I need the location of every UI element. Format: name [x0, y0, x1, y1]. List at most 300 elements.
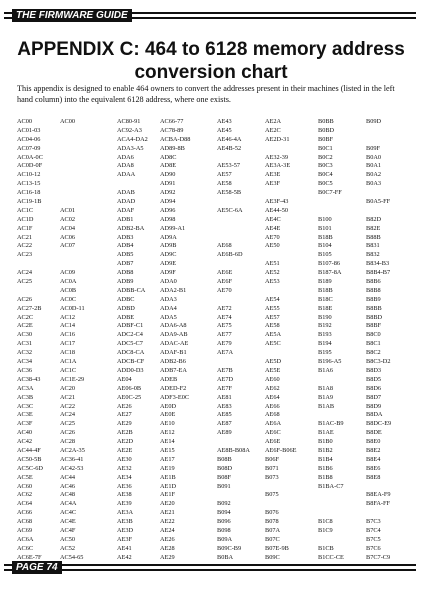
table-cell: AE29 [160, 553, 175, 561]
table-cell: AC52 [60, 544, 76, 552]
table-cell [265, 189, 297, 198]
table-cell [60, 127, 85, 136]
table-cell: AE6B-6D [217, 251, 243, 259]
table-cell: AC44 [60, 473, 76, 481]
table-cell: ADAF-B1 [160, 349, 187, 357]
table-cell: AC02 [60, 215, 76, 223]
table-cell: B075 [265, 491, 279, 499]
section-title: THE FIRMWARE GUIDE [12, 9, 132, 22]
table-cell: AE34 [117, 473, 132, 481]
table-cell: ADA9-AB [160, 331, 188, 339]
table-cell: AD8C [160, 153, 177, 161]
table-cell: B8E2 [366, 446, 381, 454]
table-cell: AE5C-6A [217, 206, 243, 214]
table-cell: B82D [366, 215, 382, 223]
table-cell: AE4B-52 [217, 144, 242, 152]
table-cell: B8E0 [366, 438, 381, 446]
page-title [0, 38, 422, 84]
table-cell: AC25 [17, 278, 33, 286]
table-cell: B09C-B9 [217, 544, 242, 552]
table-cell: ADAC-AE [160, 340, 189, 348]
table-cell: ADB2-B6 [160, 358, 186, 366]
table-cell [217, 216, 250, 225]
table-cell: ADA2-B1 [160, 286, 187, 294]
table-cell: ADB7-EA [160, 366, 187, 374]
table-cell: AE3D [117, 526, 134, 534]
table-cell: AE72 [217, 304, 232, 312]
table-cell: AE81 [217, 393, 232, 401]
table-cell: B195 [318, 349, 332, 357]
table-cell [318, 536, 344, 545]
table-cell: B1C9 [318, 526, 333, 534]
table-cell: AE83 [217, 402, 232, 410]
table-cell: AE2C [265, 126, 281, 134]
table-cell: B0BF [318, 135, 334, 143]
table-cell: AE26 [117, 402, 132, 410]
table-cell: AC1F [17, 224, 33, 232]
table-cell: AE1B [160, 473, 176, 481]
table-cell [117, 180, 148, 189]
table-cell: AC6A [17, 535, 34, 543]
table-cell: AE55 [265, 304, 280, 312]
table-cell: ADEB [160, 375, 178, 383]
table-cell: ADBD [117, 304, 135, 312]
table-cell: AE57 [265, 313, 280, 321]
table-cell: AC3E [17, 411, 33, 419]
table-cell: B18E [318, 304, 333, 312]
table-cell: B8B8 [366, 286, 381, 294]
table-cell: AC01 [60, 206, 76, 214]
table-cell: ADC8-CA [117, 349, 145, 357]
table-cell: B8D6 [366, 384, 382, 392]
table-cell: AC78-89 [160, 126, 184, 134]
table-cell: B0C2 [318, 153, 333, 161]
table-cell: AC3C [17, 402, 34, 410]
table-cell: AE38 [117, 491, 132, 499]
table-cell: AC64 [17, 500, 33, 508]
table-cell: B82E [366, 224, 381, 232]
table-cell: AE20 [160, 500, 175, 508]
table-cell: B1B0 [318, 438, 333, 446]
table-cell: B1A6 [318, 366, 334, 374]
table-cell: AE4E [265, 224, 281, 232]
table-cell: B071 [265, 464, 279, 472]
table-cell: AD96 [160, 206, 176, 214]
table-cell: B08B [217, 455, 232, 463]
table-cell: AE0D [160, 402, 177, 410]
table-cell: AC42-53 [60, 464, 84, 472]
table-cell: AE87 [217, 420, 232, 428]
table-cell [60, 145, 85, 154]
table-cell: AC50 [60, 535, 76, 543]
table-cell: B8DA [366, 411, 383, 419]
table-cell: B1C8 [318, 518, 333, 526]
table-cell: ADBB-CA [117, 286, 146, 294]
table-cell: AE0E [160, 411, 176, 419]
table-cell: B104 [318, 242, 332, 250]
table-cell: B190 [318, 313, 332, 321]
table-cell: AE75 [217, 322, 232, 330]
table-cell: ADA6-A8 [160, 322, 187, 330]
table-cell: B196-A5 [318, 358, 342, 366]
table-cell [217, 154, 250, 163]
table-cell: B07C [265, 535, 280, 543]
table-cell: AE6A [265, 420, 282, 428]
table-cell: AC30 [17, 331, 33, 339]
column-6128-group-1 [60, 118, 85, 563]
table-cell: AC2E [17, 322, 33, 330]
table-cell [265, 287, 297, 296]
table-cell: B192 [318, 322, 332, 330]
table-cell [60, 136, 85, 145]
table-cell: AC1C [17, 206, 34, 214]
table-cell [60, 171, 85, 180]
table-cell: AC4E [60, 518, 76, 526]
table-cell: B0C7-FF [318, 189, 342, 197]
table-cell: B100 [318, 215, 332, 223]
table-cell: AC32 [17, 349, 33, 357]
table-cell: AE10 [160, 420, 175, 428]
table-cell: AE6F [217, 278, 233, 286]
table-cell: B194 [318, 340, 332, 348]
table-cell: B0C3 [318, 162, 333, 170]
intro-paragraph: This appendix is designed to enable 464 owners to convert the addresses present in their machines (listed in the left hand column) into the equivalent 6128 address, where one exists. [17, 84, 395, 104]
table-cell [17, 260, 43, 269]
table-cell: AE3E [265, 171, 281, 179]
table-cell: AC38-43 [17, 375, 41, 383]
table-cell: AE2A [265, 118, 282, 125]
table-cell: AE32 [117, 464, 132, 472]
table-cell: AE5E [265, 366, 281, 374]
table-cell: AC68 [17, 518, 33, 526]
table-cell: AE54 [265, 295, 280, 303]
table-cell: AC1A [60, 358, 77, 366]
table-cell: AC34 [17, 358, 33, 366]
table-cell: AC40 [17, 429, 33, 437]
table-cell: B1AC-B9 [318, 420, 344, 428]
table-cell [366, 189, 391, 198]
table-cell: AC24 [17, 269, 33, 277]
table-cell: ADBF-C1 [117, 322, 144, 330]
table-cell: AC10-12 [17, 171, 41, 179]
table-cell: AC19-1B [17, 198, 42, 206]
table-cell: AC36 [17, 366, 33, 374]
table-cell: B7C4 [366, 526, 381, 534]
table-cell: AC24 [60, 411, 76, 419]
table-cell: AC4F [60, 526, 76, 534]
table-cell: AE74 [217, 313, 232, 321]
table-cell [60, 189, 85, 198]
table-cell: ADBE [117, 313, 135, 321]
table-cell [60, 260, 85, 269]
column-464-group-4 [318, 118, 344, 563]
table-cell: AC4C [60, 509, 77, 517]
table-cell: B8DE [366, 429, 382, 437]
table-cell: B18B [318, 233, 333, 241]
table-cell: B09A [217, 535, 233, 543]
table-cell: AE21 [160, 509, 175, 517]
table-cell: AE77 [217, 331, 232, 339]
table-cell: AE3F [117, 535, 133, 543]
table-cell: B832 [366, 251, 380, 259]
table-cell: B0BB [318, 118, 334, 125]
table-cell: AE5A [265, 331, 282, 339]
footer-band [4, 561, 416, 574]
table-cell: AC42 [17, 438, 33, 446]
page-title-line-1: APPENDIX C: 464 to 6128 memory address [17, 39, 405, 60]
table-cell: ADAA [117, 171, 136, 179]
table-cell: AE79 [217, 340, 232, 348]
table-cell: ADC5-C7 [117, 340, 143, 348]
table-cell: AC04 [60, 224, 76, 232]
table-cell: B7C7-C9 [366, 553, 391, 561]
table-cell: AD9B [160, 242, 177, 250]
table-cell: AC60 [17, 482, 33, 490]
table-cell: AC2C [17, 313, 34, 321]
table-cell: B1A9 [318, 393, 334, 401]
table-cell: ACBA-D88 [160, 135, 191, 143]
table-cell: ADA8 [117, 162, 134, 170]
table-cell: B0BA [217, 553, 234, 561]
table-cell: ADCB-CF [117, 358, 145, 366]
table-cell: B8C3-D2 [366, 358, 391, 366]
table-cell: AC00 [60, 118, 76, 125]
table-cell: AC54-65 [60, 553, 84, 561]
table-cell: B078 [265, 518, 279, 526]
table-cell: AC0C [60, 295, 77, 303]
table-cell: AC01-03 [17, 126, 41, 134]
table-cell: AE52 [265, 269, 280, 277]
table-cell: ADBC [117, 295, 135, 303]
table-cell: AE58 [265, 322, 280, 330]
table-cell: B8DC-E9 [366, 420, 392, 428]
table-cell: AE2D [117, 438, 134, 446]
table-cell: AC18 [60, 349, 76, 357]
table-cell: B834-B3 [366, 260, 390, 268]
table-cell: AE1F [160, 491, 176, 499]
column-464-group-1 [17, 118, 43, 563]
table-cell: AC28 [60, 438, 76, 446]
table-cell: B09D [366, 118, 382, 125]
table-cell: AC0A [60, 278, 77, 286]
table-cell [217, 260, 250, 269]
table-cell: B0C5 [318, 180, 333, 188]
table-cell: AC3A [17, 384, 34, 392]
table-cell [318, 509, 344, 518]
table-cell [17, 287, 43, 296]
table-cell: AE3A [117, 509, 134, 517]
table-cell: B8B6 [366, 278, 381, 286]
table-cell: AC62 [17, 491, 33, 499]
table-cell: AC21 [17, 233, 33, 241]
table-cell: AC27-2B [17, 304, 42, 312]
table-cell: AC6E-7F [17, 553, 42, 561]
table-cell [318, 198, 344, 207]
table-cell: AE3A-3E [265, 162, 291, 170]
table-cell: AE2B [117, 429, 133, 437]
table-cell: AC22 [60, 402, 76, 410]
table-cell: AC6C [17, 544, 34, 552]
table-cell: B8D5 [366, 375, 382, 383]
table-cell: B0A0 [366, 153, 382, 161]
table-cell: ADA0 [160, 278, 177, 286]
table-cell [217, 225, 250, 234]
table-cell: AC12 [60, 313, 76, 321]
table-cell: AC80-91 [117, 118, 141, 125]
table-cell: B8E6 [366, 464, 381, 472]
table-cell: B8D7 [366, 393, 382, 401]
table-cell: B107-86 [318, 260, 341, 268]
table-cell: AE70 [217, 286, 232, 294]
table-cell: B193 [318, 331, 332, 339]
table-cell: AC17 [60, 340, 76, 348]
table-cell: AC16-18 [17, 189, 41, 197]
table-cell: AC5C-6D [17, 464, 43, 472]
table-cell: AE17 [160, 455, 175, 463]
table-cell: B09F [366, 144, 380, 152]
table-cell: AC26 [17, 295, 33, 303]
table-cell: ADF3-E0C [160, 393, 190, 401]
header-band [4, 9, 416, 22]
table-cell [265, 500, 297, 509]
table-cell: AE19 [160, 464, 175, 472]
table-cell: B8C0 [366, 331, 381, 339]
table-cell: B0A5-FF [366, 198, 391, 206]
table-cell: AD98 [160, 215, 176, 223]
table-cell: B092 [217, 500, 231, 508]
table-cell: AC07-09 [17, 144, 41, 152]
table-cell: AE41 [117, 544, 132, 552]
table-cell: AE7B [217, 366, 233, 374]
table-cell: AE51 [265, 260, 280, 268]
table-cell: AC14 [60, 322, 76, 330]
table-cell [265, 145, 297, 154]
table-cell: AD9F [160, 269, 176, 277]
table-cell: AC09 [60, 269, 76, 277]
table-cell: AE06-0B [117, 384, 142, 392]
table-cell: B1BA-C7 [318, 482, 344, 490]
table-cell [60, 251, 85, 260]
table-cell: AC13-15 [17, 180, 41, 188]
table-cell: AC0D-11 [60, 304, 85, 312]
table-cell: B8B4-B7 [366, 269, 391, 277]
table-cell: AE43 [217, 118, 232, 125]
table-cell: ADAB [117, 189, 135, 197]
column-6128-group-4 [366, 118, 391, 563]
table-cell: AE85 [217, 411, 232, 419]
table-cell [217, 198, 250, 207]
table-cell [217, 296, 250, 305]
table-cell: AE24 [160, 526, 175, 534]
table-cell: AE5C [265, 340, 281, 348]
table-cell: AE62 [265, 384, 280, 392]
table-cell: ADAD [117, 198, 136, 206]
table-cell: B1B4 [318, 455, 333, 463]
table-cell: AE7F [217, 384, 233, 392]
table-cell [265, 349, 297, 358]
table-cell: AC1C [60, 366, 77, 374]
table-cell: B8EA-F9 [366, 491, 391, 499]
table-cell: B094 [217, 509, 231, 517]
table-cell: AC21 [60, 393, 76, 401]
table-cell: B09C [265, 553, 280, 561]
table-cell: B7C3 [366, 518, 381, 526]
table-cell: B091 [217, 482, 231, 490]
table-cell: ACA4-DA2 [117, 135, 148, 143]
table-cell: AC06 [60, 233, 76, 241]
table-cell: AE44-50 [265, 206, 289, 214]
table-cell: AE5D [265, 358, 282, 366]
table-cell: AE14 [160, 438, 175, 446]
footer-rule-top [4, 564, 416, 566]
table-cell: B105 [318, 251, 332, 259]
table-cell: B1CB [318, 544, 334, 552]
table-cell: ADAF [117, 206, 135, 214]
table-cell: AE2E [117, 446, 133, 454]
table-cell: AE3F [265, 180, 281, 188]
footer-rule-bottom [4, 569, 416, 571]
table-cell [318, 207, 344, 216]
table-cell: B1B6 [318, 464, 333, 472]
table-cell [265, 251, 297, 260]
table-cell: AC66 [17, 509, 33, 517]
table-cell: AE53 [265, 278, 280, 286]
table-cell: B0A2 [366, 171, 382, 179]
table-cell: ADB9 [117, 278, 134, 286]
table-cell: AE36 [117, 482, 132, 490]
table-cell: AC48 [60, 491, 76, 499]
table-cell: AE22 [160, 518, 175, 526]
table-cell: B189 [318, 278, 332, 286]
table-cell: AC5E [17, 473, 33, 481]
table-cell: B06F [265, 455, 279, 463]
table-cell: AE68 [217, 242, 232, 250]
table-cell: AE3B [117, 518, 133, 526]
table-cell: B0C1 [318, 144, 333, 152]
table-cell: AC0A-0C [17, 153, 43, 161]
table-cell: ADB8 [117, 269, 134, 277]
table-cell [366, 136, 391, 145]
table-cell: B08F [217, 473, 231, 481]
table-cell: B0BD [318, 126, 335, 134]
table-cell: AE58 [217, 180, 232, 188]
table-cell: AE28 [160, 544, 175, 552]
table-cell: B1B8 [318, 473, 333, 481]
table-cell: ADA4 [160, 304, 177, 312]
table-cell: B8C1 [366, 340, 381, 348]
table-cell: AC92-A3 [117, 126, 142, 134]
table-cell [217, 438, 250, 447]
table-cell: AC66-77 [160, 118, 184, 125]
table-cell: AE1D [160, 482, 177, 490]
table-cell: ADA6 [117, 153, 134, 161]
page-title-line-2: conversion chart [134, 62, 288, 83]
table-cell [217, 358, 250, 367]
table-cell: ADED-F2 [160, 384, 187, 392]
table-cell: AD90 [160, 171, 176, 179]
table-cell: AE6E [265, 438, 281, 446]
table-cell [60, 162, 85, 171]
table-cell: AC23 [17, 251, 33, 259]
table-cell: AE7D [217, 375, 234, 383]
table-cell: AE29 [117, 420, 132, 428]
table-cell: AE6C [265, 429, 281, 437]
table-cell: B07E-9B [265, 544, 289, 552]
table-cell: B8FA-FF [366, 500, 391, 508]
table-cell [60, 154, 85, 163]
table-cell: B1AE [318, 429, 334, 437]
table-cell: AC26 [60, 429, 76, 437]
